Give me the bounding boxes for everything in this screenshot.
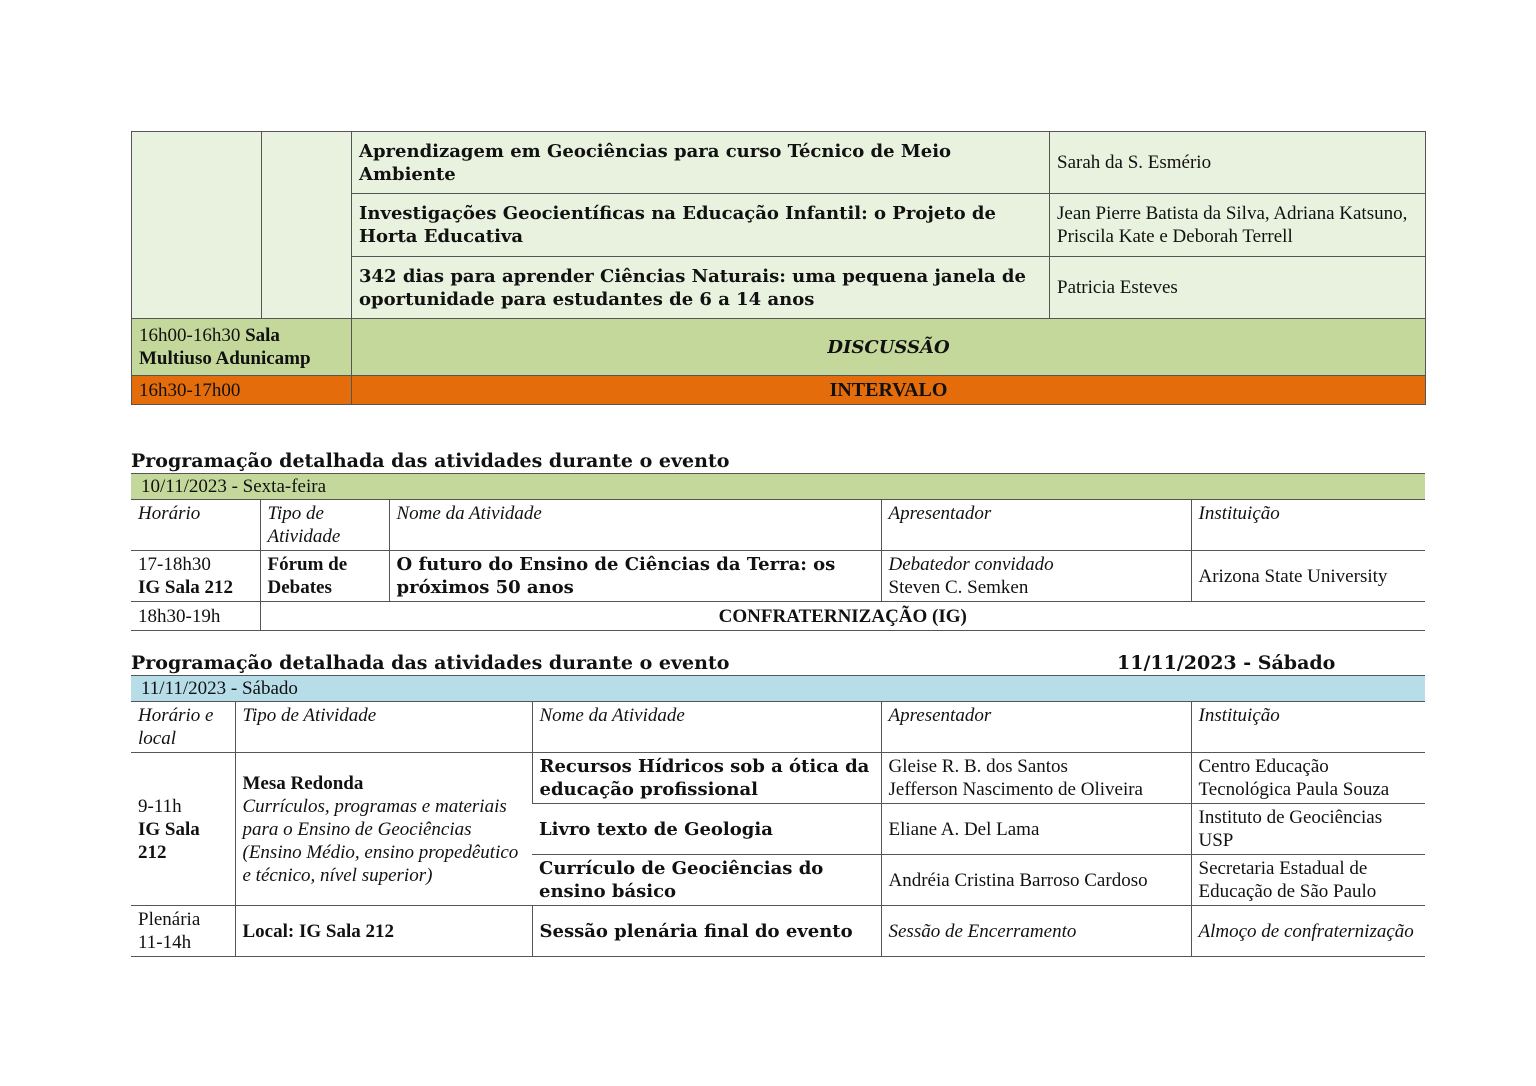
top-schedule-table	[131, 131, 1426, 405]
talk-presenter: Patricia Esteves	[1050, 257, 1426, 319]
empty-cell	[262, 132, 352, 319]
saturday-schedule-table	[131, 675, 1425, 957]
talk-presenter: Andréia Cristina Barroso Cardoso	[881, 855, 1191, 906]
talk-title: Investigações Geocientíficas na Educação Infantil: o Projeto de Horta Educativa	[352, 194, 1050, 257]
header-tipo: Tipo de Atividade	[235, 702, 532, 753]
forum-presenter: Steven C. Semken	[888, 577, 1029, 598]
talk-title: 342 dias para aprender Ciências Naturais: uma pequena janela de oportunidade para estudantes de 6 a 14 anos	[352, 257, 1050, 319]
break-label: INTERVALO	[352, 376, 1426, 405]
talk-presenter-cell	[881, 753, 1191, 804]
break-time: 16h30-17h00	[132, 376, 352, 405]
talk-title: Aprendizagem em Geociências para curso Técnico de Meio Ambiente	[352, 132, 1050, 194]
forum-institution: Arizona State University	[1191, 551, 1425, 602]
forum-time: 17-18h30	[138, 554, 211, 575]
mesa-time-cell	[131, 753, 235, 906]
discussion-time: 16h00-16h30	[139, 325, 241, 346]
talk-presenter: Gleise R. B. dos Santos	[888, 756, 1068, 777]
header-nome: Nome da Atividade	[389, 500, 881, 551]
talk-presenter-2: Jefferson Nascimento de Oliveira	[888, 779, 1143, 800]
plenary-time: Plenária 11-14h	[131, 906, 235, 957]
discussion-place: Sala Multiuso Adunicamp	[139, 325, 311, 369]
forum-place: IG Sala 212	[138, 577, 234, 598]
discussion-label: DISCUSSÃO	[352, 319, 1426, 376]
header-instituicao: Instituição	[1191, 702, 1425, 753]
mesa-place: IG Sala 212	[138, 818, 200, 863]
talk-presenter: Eliane A. Del Lama	[881, 804, 1191, 855]
forum-time-cell	[131, 551, 260, 602]
date-band: 11/11/2023 - Sábado	[131, 676, 1425, 702]
discussion-time-cell	[132, 319, 352, 376]
mesa-description: Currículos, programas e materiais para o Ensino de Geociências (Ensino Médio, ensino propedêutico e técnico, nível superior)	[242, 795, 519, 886]
forum-name: O futuro do Ensino de Ciências da Terra: os próximos 50 anos	[389, 551, 881, 602]
talk-name: Currículo de Geociências do ensino básico	[532, 855, 881, 906]
talk-presenter: Sarah da S. Esmério	[1050, 132, 1426, 194]
talk-institution: Secretaria Estadual de Educação de São Paulo	[1191, 855, 1425, 906]
talk-institution: Centro Educação Tecnológica Paula Souza	[1191, 753, 1425, 804]
social-label: CONFRATERNIZAÇÃO (IG)	[260, 602, 1425, 631]
header-tipo: Tipo de Atividade	[260, 500, 389, 551]
plenary-name: Sessão plenária final do evento	[532, 906, 881, 957]
talk-name: Livro texto de Geologia	[532, 804, 881, 855]
plenary-institution: Almoço de confraternização	[1191, 906, 1425, 957]
plenary-type: Local: IG Sala 212	[235, 906, 532, 957]
talk-institution: Instituto de Geociências USP	[1191, 804, 1425, 855]
friday-schedule-table	[131, 473, 1425, 631]
header-horario: Horário	[131, 500, 260, 551]
section1-heading: Programação detalhada das atividades durante o evento	[131, 450, 730, 472]
talk-presenter: Jean Pierre Batista da Silva, Adriana Katsuno, Priscila Kate e Deborah Terrell	[1050, 194, 1426, 257]
mesa-time: 9-11h	[138, 795, 182, 817]
empty-cell	[132, 132, 262, 319]
section2-heading: Programação detalhada das atividades durante o evento	[131, 652, 730, 674]
header-horario: Horário e local	[131, 702, 235, 753]
mesa-type-cell	[235, 753, 532, 906]
forum-presenter-role: Debatedor convidado	[888, 554, 1054, 575]
header-instituicao: Instituição	[1191, 500, 1425, 551]
header-apresentador: Apresentador	[881, 500, 1191, 551]
mesa-type: Mesa Redonda	[242, 772, 364, 794]
forum-presenter-cell	[881, 551, 1191, 602]
header-apresentador: Apresentador	[881, 702, 1191, 753]
section2-heading-date: 11/11/2023 - Sábado	[1117, 652, 1336, 674]
date-band: 10/11/2023 - Sexta-feira	[131, 474, 1425, 500]
plenary-presenter: Sessão de Encerramento	[881, 906, 1191, 957]
talk-name: Recursos Hídricos sob a ótica da educação profissional	[532, 753, 881, 804]
header-nome: Nome da Atividade	[532, 702, 881, 753]
forum-type: Fórum de Debates	[260, 551, 389, 602]
social-time: 18h30-19h	[131, 602, 260, 631]
